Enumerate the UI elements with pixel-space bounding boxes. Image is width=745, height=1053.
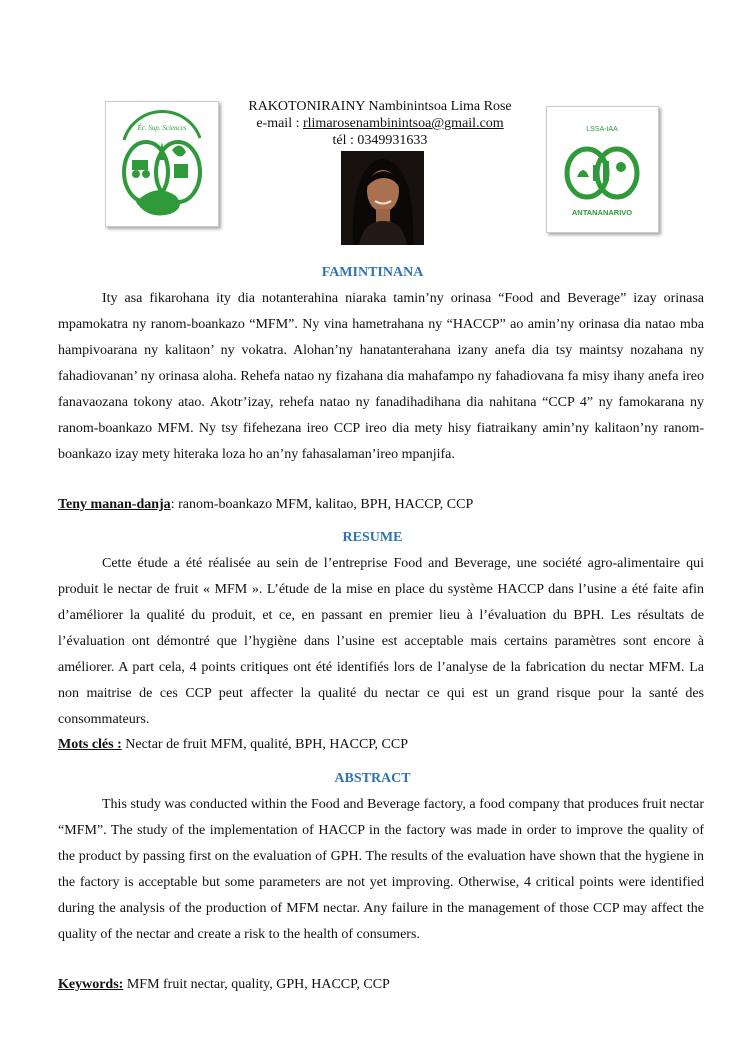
keywords-text: MFM fruit nectar, quality, GPH, HACCP, CCP: [123, 977, 390, 992]
keywords-text: Nectar de fruit MFM, qualité, BPH, HACCP, CCP: [121, 737, 408, 752]
institute-logo-right: [546, 106, 659, 233]
abstract-paragraph: This study was conducted within the Food and Beverage factory, a food company that produces fruit nectar “MFM”. The study of the implementation of HACCP in the factory was made in order to improve the quality of the product by passing first on the evaluation of GPH. The results of the evaluation have shown that the hygiene in the factory is acceptable but some parameters are not yet improving. Otherwise, 4 critical points were identified during the analysis of the production of MFM nectar. Any failure in the management of those CCP may affect the quality of the nectar and create a risk to the health of consumers.: [58, 797, 704, 942]
keywords-label: Teny manan-danja: [58, 497, 171, 512]
famintinana-keywords: [58, 497, 704, 513]
famintinana-heading: FAMINTINANA: [321, 265, 424, 280]
svg-text:ANTANANARIVO: ANTANANARIVO: [571, 208, 633, 217]
svg-text:Éc. Sup. Sciences: Éc. Sup. Sciences: [137, 124, 187, 132]
keywords-label: Mots clés :: [58, 737, 122, 752]
resume-heading: RESUME: [342, 530, 403, 545]
author-email-line: [200, 116, 560, 132]
author-phone: tél : 0349931633: [332, 133, 428, 148]
email-link[interactable]: rlimarosenambinintsoa@gmail.com: [302, 116, 504, 131]
portrait-icon: [341, 151, 424, 245]
abstract-keywords: [58, 977, 704, 993]
svg-text:LSSA-IAA: LSSA-IAA: [586, 126, 618, 133]
author-name: RAKOTONIRAINY Nambinintsoa Lima Rose: [248, 99, 512, 114]
famintinana-paragraph: Ity asa fikarohana ity dia notanterahina niaraka tamin’ny orinasa “Food and Beverage” izay orinasa mpamokatra ny ranom-boankazo “MFM”. Ny vina hametrahana ny “HACCP” ao amin’ny orinasa dia natao mba hampivoarana ny kalitaon’ ny vokatra. Alohan’ny hanatanterahana izany anefa dia tsy maintsy nozahana ny fahadiovanan’ ny orinasa aloha. Rehefa natao ny fizahana dia mahafampo ny fahadiovana fa misy ihany anefa ireo fanavaozana tokony atao. Akotr’izay, rehefa natao ny fanadihadihana dia nahitana “CCP 4” ny famokarana ny ranom-boankazo MFM. Ny tsy fifehezana ireo CCP ireo dia mety hisy fiatraikany amin’ny kalitaon’ny ranom-boankazo izay mety hiteraka loza ho an’ny fahasalaman’ireo mpanjifa.: [58, 291, 704, 462]
author-photo: [341, 151, 424, 245]
abstract-heading: ABSTRACT: [334, 771, 411, 786]
keywords-text: : ranom-boankazo MFM, kalitao, BPH, HACCP, CCP: [170, 497, 474, 512]
resume-paragraph: Cette étude a été réalisée au sein de l’entreprise Food and Beverage, une société agro-alimentaire qui produit le nectar de fruit « MFM ». L’étude de la mise en place du système HACCP dans l’usine a été faite afin d’améliorer la qualité du produit, et ce, en passant en premier lieu à l’évaluation du BPH. Les résultats de l’évaluation ont démontré que l’hygiène dans l’usine est acceptable mais certains paramètres sont encore à améliorer. A part cela, 4 points critiques ont été identifiés lors de l’analyse de la fabrication du nectar MFM. La non maitrise de ces CCP peut affecter la qualité du nectar ce qui est un grand risque pour la santé des consommateurs.: [58, 556, 704, 727]
keywords-label: Keywords:: [58, 977, 124, 992]
email-prefix: e-mail :: [256, 116, 303, 131]
iaa-emblem-icon: [547, 107, 658, 232]
resume-keywords: [58, 737, 704, 753]
